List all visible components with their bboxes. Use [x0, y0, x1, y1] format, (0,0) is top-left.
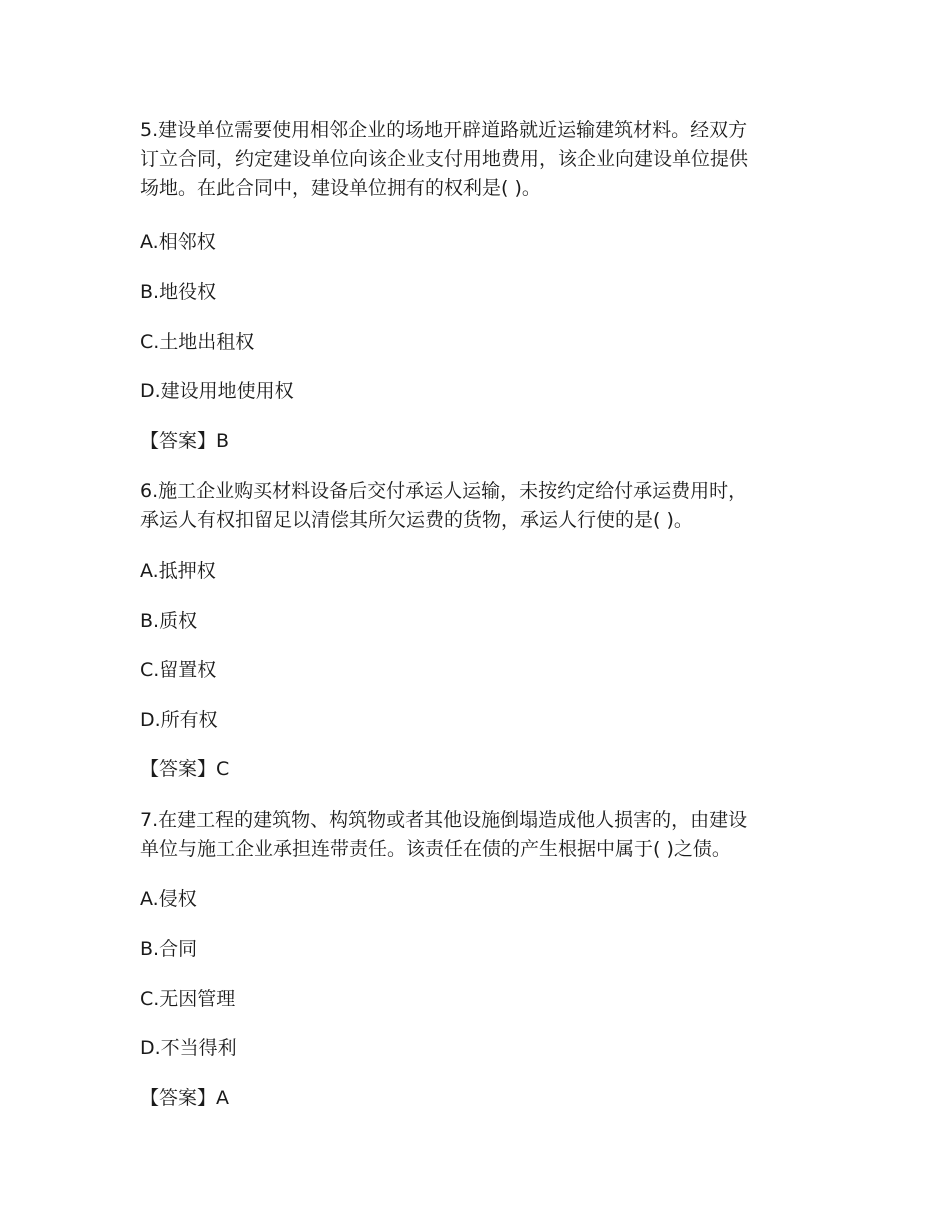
question-stem-line: 场地。在此合同中，建设单位拥有的权利是( )。 — [140, 177, 541, 199]
question-stem-line: 订立合同，约定建设单位向该企业支付用地费用，该企业向建设单位提供 — [140, 148, 749, 170]
question-7-option-b: B.合同 — [140, 938, 198, 960]
question-stem-line: 承运人有权扣留足以清偿其所欠运费的货物，承运人行使的是( )。 — [140, 509, 693, 531]
question-7-option-d: D.不当得利 — [140, 1037, 237, 1059]
question-6-option-a: A.抵押权 — [140, 560, 216, 582]
question-6-answer: 【答案】C — [140, 758, 230, 780]
question-5-option-d: D.建设用地使用权 — [140, 380, 294, 402]
question-5-option-c: C.土地出租权 — [140, 331, 255, 353]
question-7-stem — [140, 806, 820, 864]
question-7-option-a: A.侵权 — [140, 888, 197, 910]
question-6-option-c: C.留置权 — [140, 659, 217, 681]
question-5-stem — [140, 116, 820, 203]
question-5-option-b: B.地役权 — [140, 281, 217, 303]
question-6-stem — [140, 477, 820, 535]
question-stem-line: 5.建设单位需要使用相邻企业的场地开辟道路就近运输建筑材料。经双方 — [140, 119, 748, 141]
question-7-option-c: C.无因管理 — [140, 988, 236, 1010]
question-stem-line: 7.在建工程的建筑物、构筑物或者其他设施倒塌造成他人损害的，由建设 — [140, 809, 748, 831]
question-5-answer: 【答案】B — [140, 430, 230, 452]
question-5-option-a: A.相邻权 — [140, 231, 216, 253]
question-6-option-d: D.所有权 — [140, 709, 218, 731]
question-6-option-b: B.质权 — [140, 610, 198, 632]
question-stem-line: 6.施工企业购买材料设备后交付承运人运输，未按约定给付承运费用时， — [140, 480, 748, 502]
question-stem-line: 单位与施工企业承担连带责任。该责任在债的产生根据中属于( )之债。 — [140, 838, 731, 860]
question-7-answer: 【答案】A — [140, 1087, 229, 1109]
